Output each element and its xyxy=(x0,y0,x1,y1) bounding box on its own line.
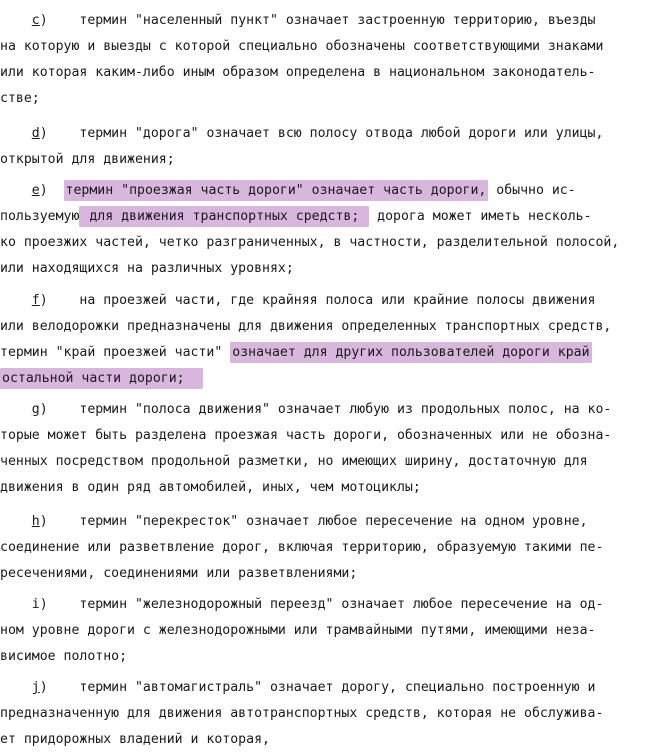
text-span: ) на проезжей части, где крайняя полоса или крайние полосы движения xyxy=(39,293,596,308)
text-line xyxy=(0,12,596,30)
text-line xyxy=(0,292,596,310)
text-line xyxy=(0,344,592,362)
text-line xyxy=(0,151,175,169)
text-span: ко проезжих частей, четко разграниченных, в частности, разделительной полосой, xyxy=(0,235,620,250)
text-span: ) xyxy=(39,183,64,198)
text-span: ) термин "населенный пункт" означает застроенную территорию, въезды xyxy=(39,13,596,28)
text-span: ресечениями, соединениями или разветвлениями; xyxy=(0,566,358,581)
text-span: или которая каким-либо иным образом определена в национальном законодатель- xyxy=(0,65,596,80)
text-span: ) термин "автомагистраль" означает дорогу, специально построенную и xyxy=(39,680,596,695)
paragraph-label: h xyxy=(31,514,40,529)
text-span xyxy=(0,13,32,28)
paragraph-label: f xyxy=(31,293,40,308)
text-line xyxy=(0,705,603,723)
highlighted-text: для движения транспортных средств; xyxy=(79,206,369,227)
text-line xyxy=(0,731,270,749)
text-span: ) термин "полоса движения" означает любую из продольных полос, на ко- xyxy=(39,402,612,417)
text-span: стве; xyxy=(0,91,40,106)
text-span: висимое полотно; xyxy=(0,649,128,664)
text-span: дорога может иметь несколь- xyxy=(369,209,592,224)
paragraph-label: j xyxy=(31,680,40,695)
text-span xyxy=(0,293,32,308)
text-line xyxy=(0,90,40,108)
paragraph-label: d xyxy=(31,126,40,141)
text-line xyxy=(0,513,588,531)
paragraph-label: c xyxy=(31,13,40,28)
text-line xyxy=(0,125,603,143)
text-span xyxy=(0,402,32,417)
text-span: ) термин "перекресток" означает любое пересечение на одном уровне, xyxy=(39,514,588,529)
text-line xyxy=(0,38,603,56)
text-line xyxy=(0,648,127,666)
text-line xyxy=(0,622,595,640)
text-line xyxy=(0,427,611,445)
text-span: на которую и выезды с которой специально обозначены соответствующими знаками xyxy=(0,39,604,54)
text-line xyxy=(0,260,294,278)
text-span: или велодорожки предназначены для движения определенных транспортных средств, xyxy=(0,319,612,334)
text-span: термин "край проезжей части" xyxy=(0,345,231,360)
text-line xyxy=(0,453,588,471)
text-line xyxy=(0,64,595,82)
paragraph-label: g xyxy=(31,402,40,417)
text-span xyxy=(0,183,32,198)
text-span: или находящихся на различных уровнях; xyxy=(0,261,294,276)
text-span: ) термин "дорога" означает всю полосу отвода любой дороги или улицы, xyxy=(39,126,604,141)
text-span: торые может быть разделена проезжая часть дороги, обозначенных или не обозна- xyxy=(0,428,612,443)
text-line xyxy=(0,596,603,614)
text-span: ченных посредством продольной разметки, но имеющих ширину, достаточную для xyxy=(0,454,588,469)
text-span: ет придорожных владений и которая, xyxy=(0,732,270,747)
text-line xyxy=(0,565,357,583)
text-line xyxy=(0,679,596,697)
text-line xyxy=(0,370,203,388)
text-span: предназначенную для движения автотранспортных средств, которая не обслужива- xyxy=(0,706,604,721)
text-line xyxy=(0,479,421,497)
text-line xyxy=(0,182,576,200)
text-span xyxy=(0,680,32,695)
text-span: движения в один ряд автомобилей, иных, чем мотоциклы; xyxy=(0,480,421,495)
text-span: соединение или разветвление дорог, включая территорию, образуемую такими пе- xyxy=(0,540,604,555)
text-span: i) термин "железнодорожный переезд" означает любое пересечение на од- xyxy=(0,597,604,612)
highlighted-text: остальной части дороги; xyxy=(0,368,203,389)
text-span: обычно ис- xyxy=(488,183,576,198)
text-line xyxy=(0,318,611,336)
text-span: пользуемую xyxy=(0,209,80,224)
paragraph-label: e xyxy=(31,183,40,198)
text-span xyxy=(0,514,32,529)
text-line xyxy=(0,539,603,557)
highlighted-text: термин "проезжая часть дороги" означает часть дороги, xyxy=(64,180,489,201)
text-span: ном уровне дороги с железнодорожными или трамвайными путями, имеющими неза- xyxy=(0,623,596,638)
text-span: открытой для движения; xyxy=(0,152,175,167)
text-span xyxy=(0,126,32,141)
text-line xyxy=(0,208,592,226)
text-line xyxy=(0,401,611,419)
text-line xyxy=(0,234,619,252)
highlighted-text: означает для других пользователей дороги край xyxy=(230,342,591,363)
